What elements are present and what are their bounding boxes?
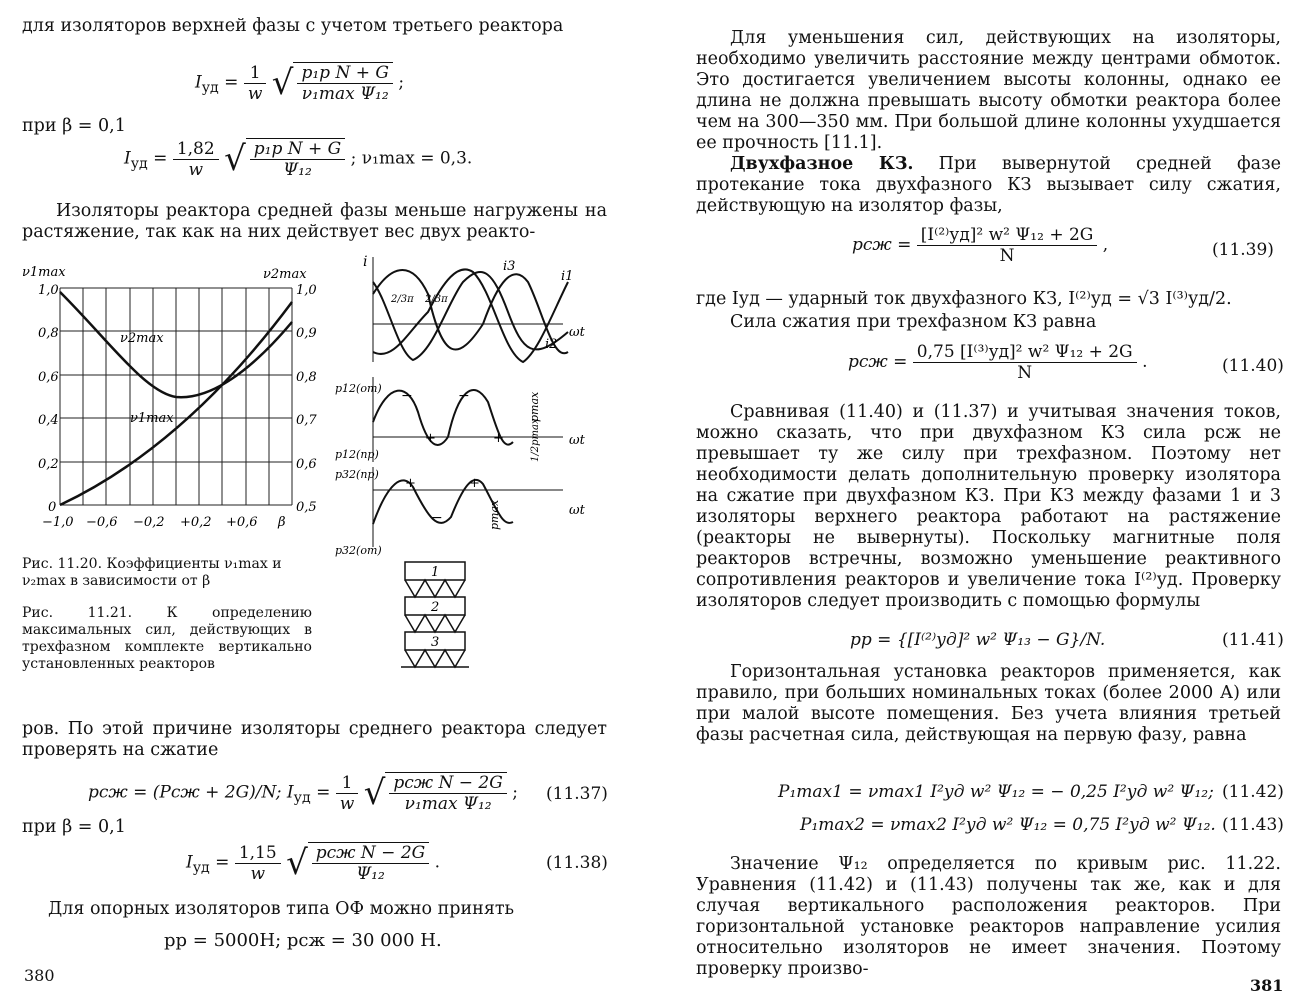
- wt-label: ωt: [569, 503, 585, 518]
- formula-11-37: pсж = (Pсж + 2G)/N; $I_{уд}$ = $\frac{1}{w}$ √ $\frac{\text{pсж N − 2G}}{\text{ν₁max Ψ₁₂}}$ ;: [88, 772, 518, 814]
- curve-label-v2max: ν2max: [120, 331, 164, 346]
- left-tick: 0,6: [38, 370, 59, 385]
- figure-11-20-caption: Рис. 11.20. Коэффициенты ν₁max и ν₂max в зависимости от β: [22, 556, 282, 589]
- force-wave-p32: [373, 467, 563, 547]
- formula-iud-2: $I_{уд}$ = $\frac{1,82}{w}$ √ $\frac{\text{p₁р N + G}}{\text{Ψ₁₂}}$ ; ν₁max = 0,3.: [124, 138, 473, 180]
- p32-bottom-label: p32(от): [335, 544, 382, 557]
- figure-11-20-chart: [20, 262, 320, 537]
- equation-number: (11.40): [1222, 356, 1284, 376]
- formula-iud-1: $I_{уд}$ = $\frac{1}{w}$ √ $\frac{\text{p₁р N + G}}{\text{ν₁max Ψ₁₂}}$ ;: [195, 62, 405, 104]
- formula-of-values: pр = 5000Н; pсж = 30 000 Н.: [164, 930, 442, 951]
- left-tick: 0,2: [38, 457, 59, 472]
- wave-label-i2: i2: [545, 337, 558, 352]
- p12-bottom-label: p12(пр): [335, 448, 379, 461]
- plus-sign: +: [425, 431, 436, 446]
- right-tick: 1,0: [296, 283, 317, 298]
- wave-label-wt: ωt: [569, 325, 585, 340]
- page-number: 380: [24, 966, 55, 985]
- wave-label-i3: i3: [503, 259, 516, 274]
- pmax-label: pmax: [488, 499, 501, 530]
- equation-number: (11.39): [1212, 240, 1274, 260]
- curve-label-v1max: ν1max: [130, 411, 174, 426]
- equation-number: (11.43): [1222, 815, 1284, 835]
- right-page: [652, 0, 1301, 1005]
- wt-label: ωt: [569, 433, 585, 448]
- right-tick: 0,5: [296, 500, 317, 515]
- left-tick: 1,0: [38, 283, 59, 298]
- p12-top-label: p12(от): [335, 382, 382, 395]
- beta-condition-2: при β = 0,1: [22, 817, 126, 837]
- left-tick: 0,8: [38, 326, 59, 341]
- formula-11-40: pсж = $\frac{\text{0,75 [I⁽³⁾уд]² w² Ψ₁₂ + 2G}}{N}$ .: [848, 342, 1148, 383]
- wave-label-i: i: [363, 254, 368, 270]
- left-tick: 0: [48, 500, 57, 515]
- half-pmax-label: 1/2pmax: [530, 418, 541, 462]
- paragraph-middle-phase: Изоляторы реактора средней фазы меньше нагружены на растяжение, так как на них действует вес двух реакто-: [22, 201, 607, 242]
- formula-11-41: pр = {[I⁽²⁾уд]² w² Ψ₁₃ − G}/N.: [850, 630, 1106, 650]
- paragraph-comparison: Сравнивая (11.40) и (11.37) и учитывая значения токов, можно сказать, что при двухфазном КЗ сила pсж не превышает ту же силу при трехфазном. Поэтому нет необходимости делать дополнительную проверку изолятора на сжатие при двухфазном КЗ. При КЗ между фазами 1 и 3 изоляторы верхнего реактора работают на растяжение (реакторы не вывернуты). Поскольку магнитные поля реакторов встречны, возможно уменьшение реактивного сопротивления реакторов и увеличение тока I⁽²⁾уд. Проверку изоляторов следует производить с помощью формулы: [696, 402, 1281, 611]
- plus-sign: +: [493, 431, 504, 446]
- paragraph-where: где Iуд — ударный ток двухфазного КЗ, I⁽²⁾уд = √3 I⁽³⁾уд/2.: [696, 289, 1232, 309]
- paragraph-two-phase: Двухфазное КЗ. При вывернутой средней фазе протекание тока двухфазного КЗ вызывает силу сжатия, действующую на изолятор фазы,: [696, 154, 1281, 216]
- left-tick: 0,4: [38, 413, 59, 428]
- paragraph-three-phase: Сила сжатия при трехфазном КЗ равна: [730, 312, 1097, 332]
- equation-number: (11.38): [546, 853, 608, 873]
- paragraph-of-insulators: Для опорных изоляторов типа ОФ можно принять: [48, 899, 515, 919]
- left-page: [0, 0, 650, 1005]
- paragraph-horizontal: Горизонтальная установка реакторов применяется, как правило, при больших номинальных токах (более 2000 А) или при малой высоте помещения. Без учета влияния третьей фазы расчетная сила, действующая на первую фазу, равна: [696, 662, 1281, 745]
- page-number: 381: [1250, 976, 1284, 995]
- formula-11-39: pсж = $\frac{\text{[I⁽²⁾уд]² w² Ψ₁₂ + 2G}}{N}$ ,: [852, 225, 1109, 266]
- x-label: β: [278, 515, 286, 530]
- left-axis-label: ν1max: [22, 265, 66, 280]
- paragraph-top: для изоляторов верхней фазы с учетом третьего реактора: [22, 16, 564, 36]
- figure-11-21-diagram: [333, 252, 595, 682]
- p32-top-label: p32(пр): [335, 468, 379, 481]
- x-tick: −0,2: [133, 515, 165, 530]
- reactor-2-label: 2: [431, 600, 440, 615]
- paragraph-psi: Значение Ψ₁₂ определяется по кривым рис. 11.22. Уравнения (11.42) и (11.43) получены так же, как и для случая вертикального расположения реакторов. При горизонтальной установке реакторов направление усилия относительно изоляторов не имеет значения. Поэтому проверку произво-: [696, 854, 1281, 979]
- plus-sign: +: [405, 476, 416, 491]
- section-heading: Двухфазное КЗ.: [730, 154, 914, 174]
- minus-sign: −: [431, 510, 443, 526]
- formula-11-42: P₁max1 = νmax1 I²уд w² Ψ₁₂ = − 0,25 I²уд w² Ψ₁₂;: [778, 782, 1214, 802]
- x-tick: +0,2: [180, 515, 212, 530]
- equation-number: (11.41): [1222, 630, 1284, 650]
- paragraph-compression: ров. По этой причине изоляторы среднего реактора следует проверять на сжатие: [22, 719, 607, 760]
- angle-label: 2/3π: [425, 294, 448, 305]
- equation-number: (11.37): [546, 784, 608, 804]
- formula-11-38: $I_{уд}$ = $\frac{1,15}{w}$ √ $\frac{\text{pсж N − 2G}}{\text{Ψ₁₂}}$ .: [186, 842, 441, 884]
- current-waves: [373, 257, 568, 362]
- x-tick: −0,6: [86, 515, 118, 530]
- x-tick: +0,6: [226, 515, 258, 530]
- right-tick: 0,6: [296, 457, 317, 472]
- minus-sign: −: [401, 388, 413, 404]
- pmax-label: pmax: [528, 391, 541, 422]
- paragraph-reduce-forces: Для уменьшения сил, действующих на изоляторы, необходимо увеличить расстояние между центрами обмоток. Это достигается увеличением высоты колонны, однако ее длина не должна превышать высоту обмотки реактора более чем на 300—350 мм. При большой длине колонны ухудшается ее прочность [11.1].: [696, 28, 1281, 153]
- equation-number: (11.42): [1222, 782, 1284, 802]
- reactor-1-label: 1: [431, 565, 440, 580]
- beta-condition-1: при β = 0,1: [22, 116, 126, 136]
- wave-label-i1: i1: [561, 269, 574, 284]
- x-tick: −1,0: [42, 515, 74, 530]
- formula-11-43: P₁max2 = νmax2 I²уд w² Ψ₁₂ = 0,75 I²уд w² Ψ₁₂.: [800, 815, 1216, 835]
- angle-label: 2/3π: [391, 294, 414, 305]
- minus-sign: −: [458, 388, 470, 404]
- reactor-3-label: 3: [431, 635, 440, 650]
- figure-11-21-caption: Рис. 11.21. К определению максимальных сил, действующих в трехфазном комплекте вертикально установленных реакторов: [22, 605, 312, 672]
- plus-sign: +: [469, 476, 480, 491]
- right-tick: 0,8: [296, 370, 317, 385]
- right-tick: 0,9: [296, 326, 317, 341]
- right-axis-label: ν2max: [263, 267, 307, 282]
- right-tick: 0,7: [296, 413, 317, 428]
